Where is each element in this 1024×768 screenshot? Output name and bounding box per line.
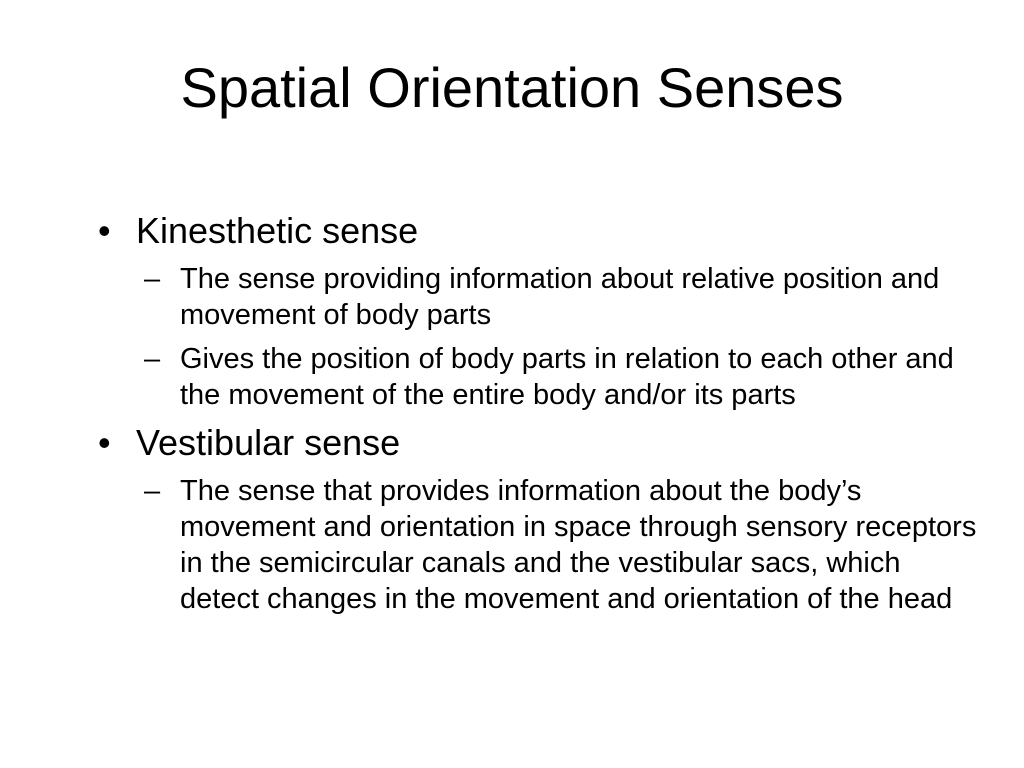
sub-list-kinesthetic [96, 261, 986, 413]
bullet-text: Kinesthetic sense [136, 210, 419, 251]
sub-item [96, 261, 986, 333]
bullet-kinesthetic [96, 209, 986, 253]
sub-item-text: The sense providing information about relative position and movement of body parts [180, 263, 940, 331]
sub-item [96, 473, 986, 617]
bullet-dot-icon: • [98, 210, 111, 251]
bullet-dot-icon: • [98, 422, 111, 463]
sub-list-vestibular [96, 473, 986, 617]
slide-title: Spatial Orientation Senses [180, 56, 844, 119]
bullet-vestibular [96, 421, 986, 465]
sub-item-text: The sense that provides information about the body’s movement and orientation in space through sensory receptors in the semicircular canals and the vestibular sacs, which detect changes in the movement and orientation of the head [180, 475, 977, 615]
dash-icon: – [144, 343, 161, 375]
sub-item [96, 341, 986, 413]
dash-icon: – [144, 475, 161, 507]
sub-item-text: Gives the position of body parts in relation to each other and the movement of the entire body and/or its parts [180, 343, 954, 411]
slide-content [96, 209, 986, 625]
dash-icon: – [144, 263, 161, 295]
bullet-text: Vestibular sense [136, 422, 401, 463]
